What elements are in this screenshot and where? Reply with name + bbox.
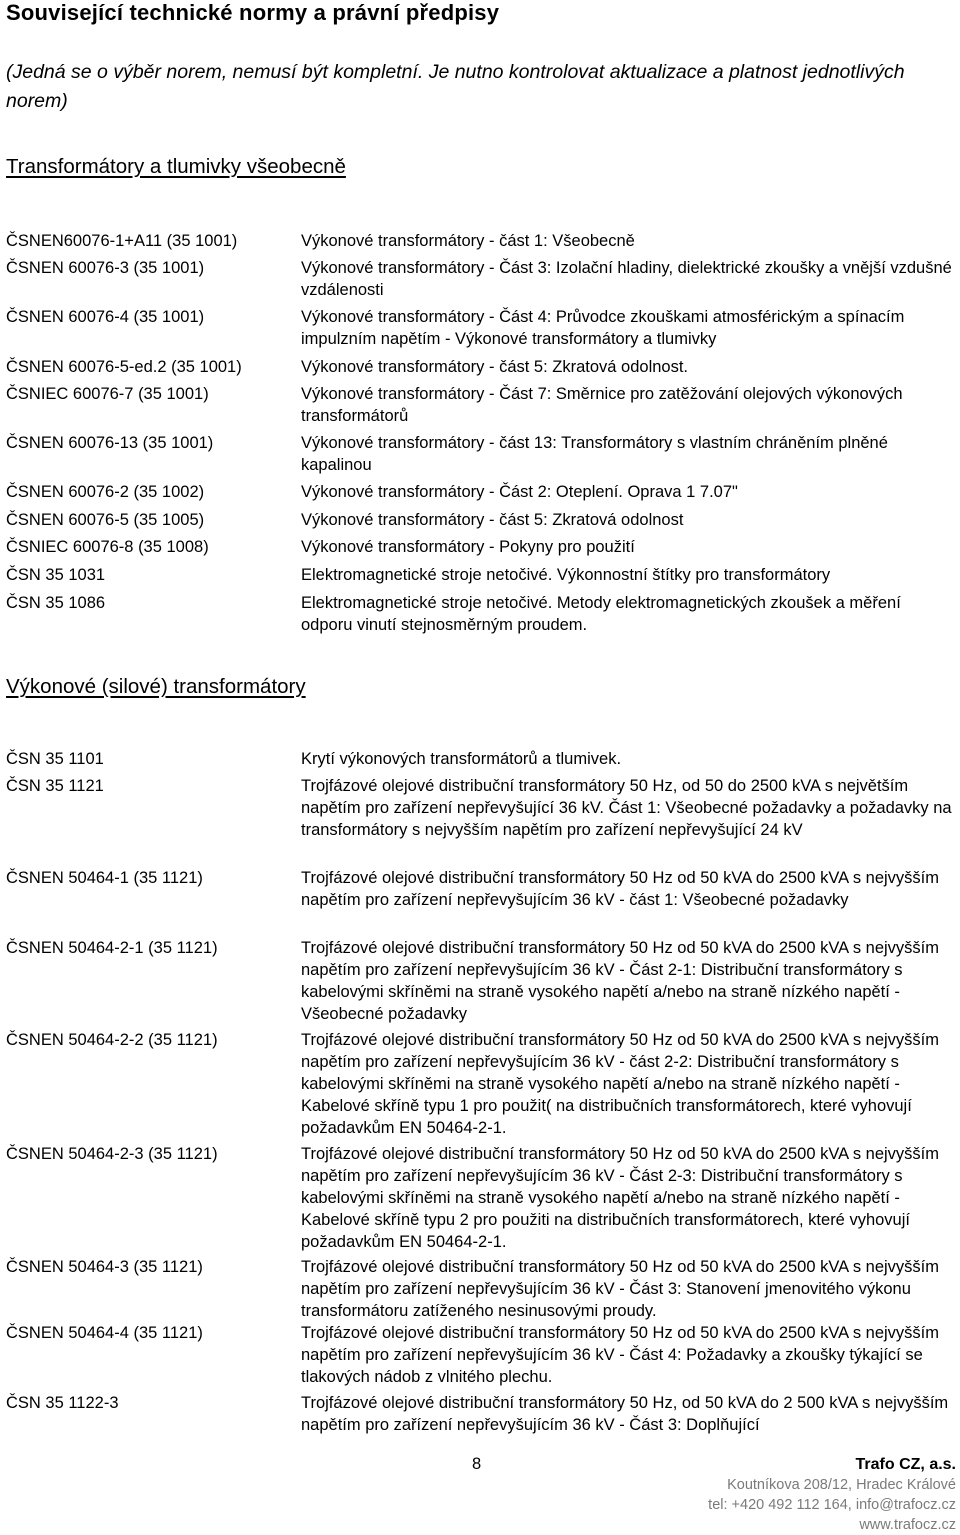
footer-address: Koutníkova 208/12, Hradec Králové (727, 1477, 956, 1493)
standard-code: ČSN 35 1031 (6, 566, 106, 584)
standard-code: ČSN 35 1086 (6, 594, 106, 612)
standard-code: ČSN 35 1122-3 (6, 1394, 119, 1412)
footer-web-link[interactable]: www.trafocz.cz (859, 1517, 956, 1533)
standard-description: Výkonové transformátory - Část 4: Průvodce zkouškami atmosférickým a spínacím impulzním napětím - Výkonové transformátory a tlumivky (301, 308, 905, 348)
standard-code: ČSNEN 50464-4 (35 1121) (6, 1324, 203, 1342)
footer-company: Trafo CZ, a.s. (855, 1456, 956, 1473)
standard-code: ČSNEN 60076-5 (35 1005) (6, 511, 205, 529)
standard-code: ČSN 35 1101 (6, 750, 104, 768)
standard-code: ČSNEN 50464-3 (35 1121) (6, 1258, 203, 1276)
footer-contact-line[interactable]: tel: +420 492 112 164, info@trafocz.cz (708, 1497, 956, 1513)
standard-description: Elektromagnetické stroje netočivé. Metody elektromagnetických zkoušek a měření odporu vinutí stejnosměrným proudem. (301, 594, 901, 634)
standard-description: Výkonové transformátory - část 1: Všeobecně (301, 232, 635, 250)
standard-description: Elektromagnetické stroje netočivé. Výkonnostní štítky pro transformátory (301, 566, 831, 584)
standard-description: Trojfázové olejové distribuční transformátory 50 Hz od 50 kVA do 2500 kVA s nejvyšším napětím pro zařízení nepřevyšujícím 36 kV - Část 3: Stanovení jmenovitého výkonu transformátoru zatíženého nesinusovými proudy. (301, 1258, 939, 1320)
standard-description: Trojfázové olejové distribuční transformátory 50 Hz od 50 kVA do 2500 kVA s nejvyšším napětím pro zařízení nepřevyšujícím 36 kV - Část 2-3: Distribuční transformátory s kabelovými skříněmi na straně vysokého napětí a/nebo na straně nízkého napětí - Kabelové skříně typu 2 pro použiti na distribučních transformátorech, které vyhovují požadavkům EN 50464-2-1. (301, 1145, 939, 1251)
standard-code: ČSNEN 50464-2-1 (35 1121) (6, 939, 218, 957)
standard-description: Výkonové transformátory - Pokyny pro použití (301, 538, 635, 556)
standard-code: ČSN 35 1121 (6, 777, 104, 795)
standard-code: ČSNEN 60076-2 (35 1002) (6, 483, 205, 501)
standard-code: ČSNEN 50464-2-3 (35 1121) (6, 1145, 218, 1163)
disclaimer-note: (Jedná se o výběr norem, nemusí být kompletní. Je nutno kontrolovat aktualizace a platnost jednotlivých norem) (6, 61, 905, 112)
standard-code: ČSNEN 60076-13 (35 1001) (6, 434, 214, 452)
page-title: Související technické normy a právní předpisy (6, 0, 500, 25)
standard-code: ČSNIEC 60076-8 (35 1008) (6, 538, 209, 556)
standard-description: Krytí výkonových transformátorů a tlumivek. (301, 750, 622, 768)
standard-description: Trojfázové olejové distribuční transformátory 50 Hz od 50 kVA do 2500 kVA s nejvyšším napětím pro zařízení nepřevyšujícím 36 kV - Část 2-1: Distribuční transformátory s kabelovými skříněmi na straně vysokého napětí a/nebo na straně nízkého napětí - Všeobecné požadavky (301, 939, 939, 1023)
section-heading-power: Výkonové (silové) transformátory (6, 675, 306, 698)
footer-contact (708, 1455, 956, 1535)
standard-code: ČSNEN 60076-4 (35 1001) (6, 308, 205, 326)
standard-description: Výkonové transformátory - část 13: Transformátory s vlastním chráněním plněné kapalinou (301, 434, 888, 474)
standard-code: ČSNEN 50464-2-2 (35 1121) (6, 1031, 218, 1049)
page-number: 8 (472, 1455, 482, 1473)
section-heading-general: Transformátory a tlumivky všeobecně (6, 155, 346, 178)
standard-code: ČSNEN60076-1+A11 (35 1001) (6, 232, 238, 250)
standard-description: Trojfázové olejové distribuční transformátory 50 Hz od 50 kVA do 2500 kVA s nejvyšším napětím pro zařízení nepřevyšujícím 36 kV - Část 4: Požadavky a zkoušky týkající se tlakových nádob z vlnitého plechu. (301, 1324, 939, 1386)
standard-code: ČSNEN 60076-3 (35 1001) (6, 259, 205, 277)
standard-description: Výkonové transformátory - část 5: Zkratová odolnost (301, 511, 684, 529)
standard-code: ČSNEN 50464-1 (35 1121) (6, 869, 203, 887)
standard-description: Trojfázové olejové distribuční transformátory 50 Hz, od 50 do 2500 kVA s největším napětím pro zařízení nepřevyšující 36 kV. Část 1: Všeobecné požadavky a požadavky na transformátory s nejvyšším napětím pro zařízení nepřevyšující 24 kV (301, 777, 952, 839)
standard-code: ČSNEN 60076-5-ed.2 (35 1001) (6, 358, 242, 376)
standard-code: ČSNIEC 60076-7 (35 1001) (6, 385, 209, 403)
standard-description: Trojfázové olejové distribuční transformátory 50 Hz od 50 kVA do 2500 kVA s nejvyšším napětím pro zařízení nepřevyšujícím 36 kV - část 2-2: Distribuční transformátory s kabelovými skříněmi na straně vysokého napětí a/nebo na straně nízkého napětí - Kabelové skříně typu 1 pro použit( na distribučních transformátorech, které vyhovují požadavkům EN 50464-2-1. (301, 1031, 939, 1137)
standard-description: Trojfázové olejové distribuční transformátory 50 Hz, od 50 kVA do 2 500 kVA s nejvyšším napětím pro zařízení nepřevyšujícím 36 kV - Část 3: Doplňující (301, 1394, 949, 1434)
standard-description: Výkonové transformátory - Část 3: Izolační hladiny, dielektrické zkoušky a vnější vzdušné vzdálenosti (301, 259, 952, 299)
standard-description: Výkonové transformátory - Část 2: Oteplení. Oprava 1 7.07" (301, 483, 738, 501)
standard-description: Výkonové transformátory - část 5: Zkratová odolnost. (301, 358, 689, 376)
standard-description: Trojfázové olejové distribuční transformátory 50 Hz od 50 kVA do 2500 kVA s nejvyšším napětím pro zařízení nepřevyšujícím 36 kV - část 1: Všeobecné požadavky (301, 869, 939, 909)
standard-description: Výkonové transformátory - Část 7: Směrnice pro zatěžování olejových výkonových transformátorů (301, 385, 903, 425)
